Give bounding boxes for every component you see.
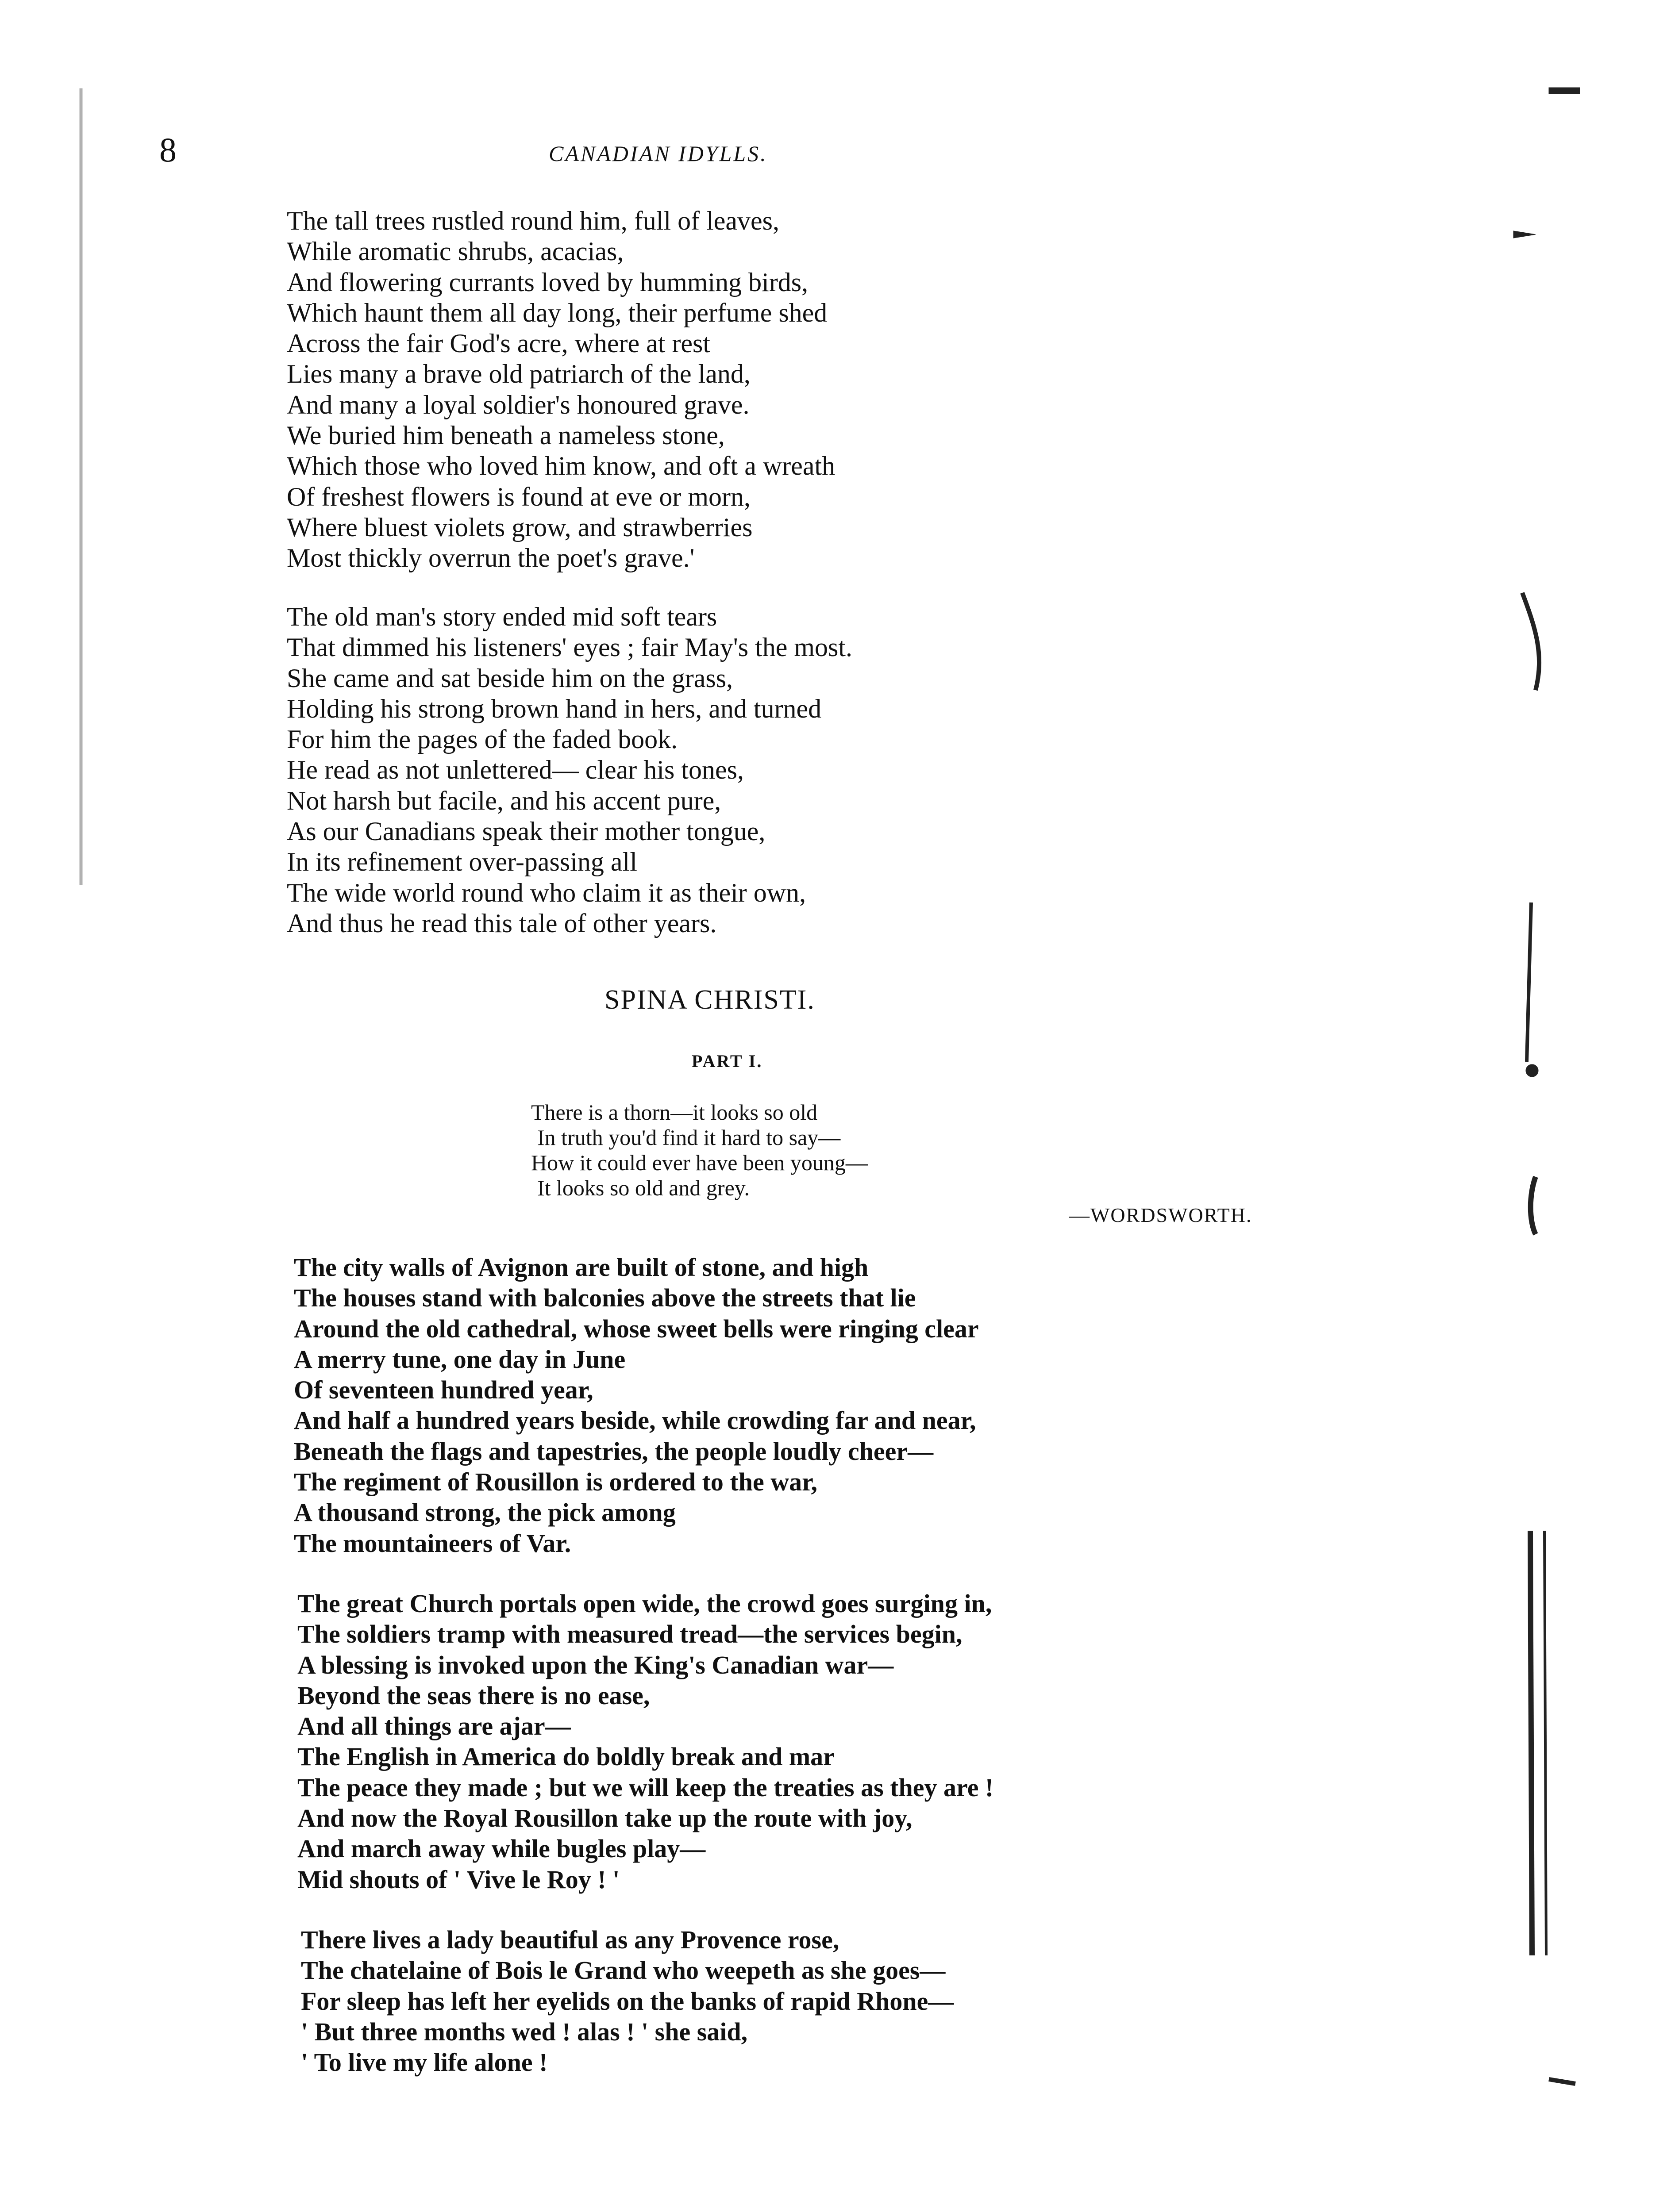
verse-line: The chatelaine of Bois le Grand who weepeth as she goes— xyxy=(301,1956,946,1985)
verse-line: The soldiers tramp with measured tread—the services begin, xyxy=(297,1620,963,1649)
verse-line: The tall trees rustled round him, full of leaves, xyxy=(287,206,780,235)
verse-line: Of seventeen hundred year, xyxy=(294,1375,593,1405)
verse-line: A merry tune, one day in June xyxy=(294,1344,626,1374)
verse-line: For sleep has left her eyelids on the banks of rapid Rhone— xyxy=(301,1986,954,2016)
verse-line: The peace they made ; but we will keep the treaties as they are ! xyxy=(297,1773,994,1802)
verse-line: Not harsh but facile, and his accent pure, xyxy=(287,786,721,815)
margin-arrow-mark xyxy=(1513,231,1536,238)
verse-line: And thus he read this tale of other years. xyxy=(287,908,717,938)
verse-line: And march away while bugles play— xyxy=(297,1834,706,1863)
margin-dash-mark-2 xyxy=(1549,2079,1575,2084)
verse-line: And half a hundred years beside, while crowding far and near, xyxy=(294,1406,976,1435)
margin-dot-mark xyxy=(1526,1064,1538,1077)
verse-line: That dimmed his listeners' eyes ; fair May's the most. xyxy=(287,633,853,662)
verse-line: And many a loyal soldier's honoured grave. xyxy=(287,390,750,419)
verse-line: Most thickly overrun the poet's grave.' xyxy=(287,543,695,573)
verse-line: There lives a lady beautiful as any Provence rose, xyxy=(301,1925,839,1954)
page-number: 8 xyxy=(159,131,177,169)
epigraph-attribution: —WORDSWORTH. xyxy=(1069,1204,1252,1226)
verse-line: A blessing is invoked upon the King's Canadian war— xyxy=(297,1650,894,1679)
verse-line: And all things are ajar— xyxy=(297,1712,571,1741)
verse-line: Mid shouts of ' Vive le Roy ! ' xyxy=(297,1865,620,1894)
margin-dash-mark xyxy=(1549,88,1580,94)
verse-line: The mountaineers of Var. xyxy=(294,1528,571,1558)
verse-line: Which haunt them all day long, their perfume shed xyxy=(287,298,828,327)
verse-line: ' But three months wed ! alas ! ' she said, xyxy=(301,2017,748,2046)
verse-line: Beyond the seas there is no ease, xyxy=(297,1681,650,1710)
verse-line: We buried him beneath a nameless stone, xyxy=(287,421,725,450)
running-title: CANADIAN IDYLLS. xyxy=(549,141,768,166)
verse-line: The houses stand with balconies above the streets that lie xyxy=(294,1283,916,1313)
epigraph-line: In truth you'd find it hard to say— xyxy=(537,1125,841,1150)
poem-title: SPINA CHRISTI. xyxy=(604,985,815,1015)
verse-line: And now the Royal Rousillon take up the route with joy, xyxy=(297,1804,913,1833)
epigraph-line: There is a thorn—it looks so old xyxy=(531,1100,818,1125)
verse-line: The wide world round who claim it as their own, xyxy=(287,878,806,907)
verse-line: Lies many a brave old patriarch of the land, xyxy=(287,359,751,389)
margin-paren-mark xyxy=(1531,1177,1536,1234)
verse-line: The English in America do boldly break and mar xyxy=(297,1742,835,1771)
verse-line: Of freshest flowers is found at eve or morn, xyxy=(287,482,751,511)
verse-line: She came and sat beside him on the grass, xyxy=(287,663,733,693)
verse-line: While aromatic shrubs, acacias, xyxy=(287,237,624,266)
margin-long-bar-mark-2 xyxy=(1544,1531,1546,1955)
verse-line: As our Canadians speak their mother tongue, xyxy=(287,817,766,846)
verse-line: ' To live my life alone ! xyxy=(301,2048,548,2077)
verse-line: In its refinement over-passing all xyxy=(287,847,637,877)
part-heading: PART I. xyxy=(692,1051,763,1071)
verse-line: He read as not unlettered— clear his tones, xyxy=(287,755,744,785)
verse-line: The regiment of Rousillon is ordered to the war, xyxy=(294,1467,818,1497)
verse-line: And flowering currants loved by humming birds, xyxy=(287,267,809,297)
margin-long-bar-mark xyxy=(1530,1531,1532,1955)
epigraph-line: It looks so old and grey. xyxy=(537,1175,750,1200)
verse-line: The great Church portals open wide, the crowd goes surging in, xyxy=(297,1589,992,1618)
left-edge-shadow xyxy=(80,88,82,885)
verse-line: Across the fair God's acre, where at rest xyxy=(287,329,711,358)
verse-line: For him the pages of the faded book. xyxy=(287,725,678,754)
margin-bracket-mark xyxy=(1522,593,1539,690)
verse-line: Beneath the flags and tapestries, the people loudly cheer— xyxy=(294,1436,934,1466)
verse-line: The old man's story ended mid soft tears xyxy=(287,602,717,631)
verse-line: Holding his strong brown hand in hers, and turned xyxy=(287,694,822,723)
verse-line: Which those who loved him know, and oft a wreath xyxy=(287,451,836,481)
margin-line-mark xyxy=(1527,902,1531,1062)
epigraph-line: How it could ever have been young— xyxy=(531,1150,868,1175)
verse-line: A thousand strong, the pick among xyxy=(294,1498,676,1527)
verse-line: Around the old cathedral, whose sweet bells were ringing clear xyxy=(294,1314,979,1343)
verse-line: The city walls of Avignon are built of stone, and high xyxy=(294,1253,869,1282)
verse-line: Where bluest violets grow, and strawberries xyxy=(287,512,753,542)
